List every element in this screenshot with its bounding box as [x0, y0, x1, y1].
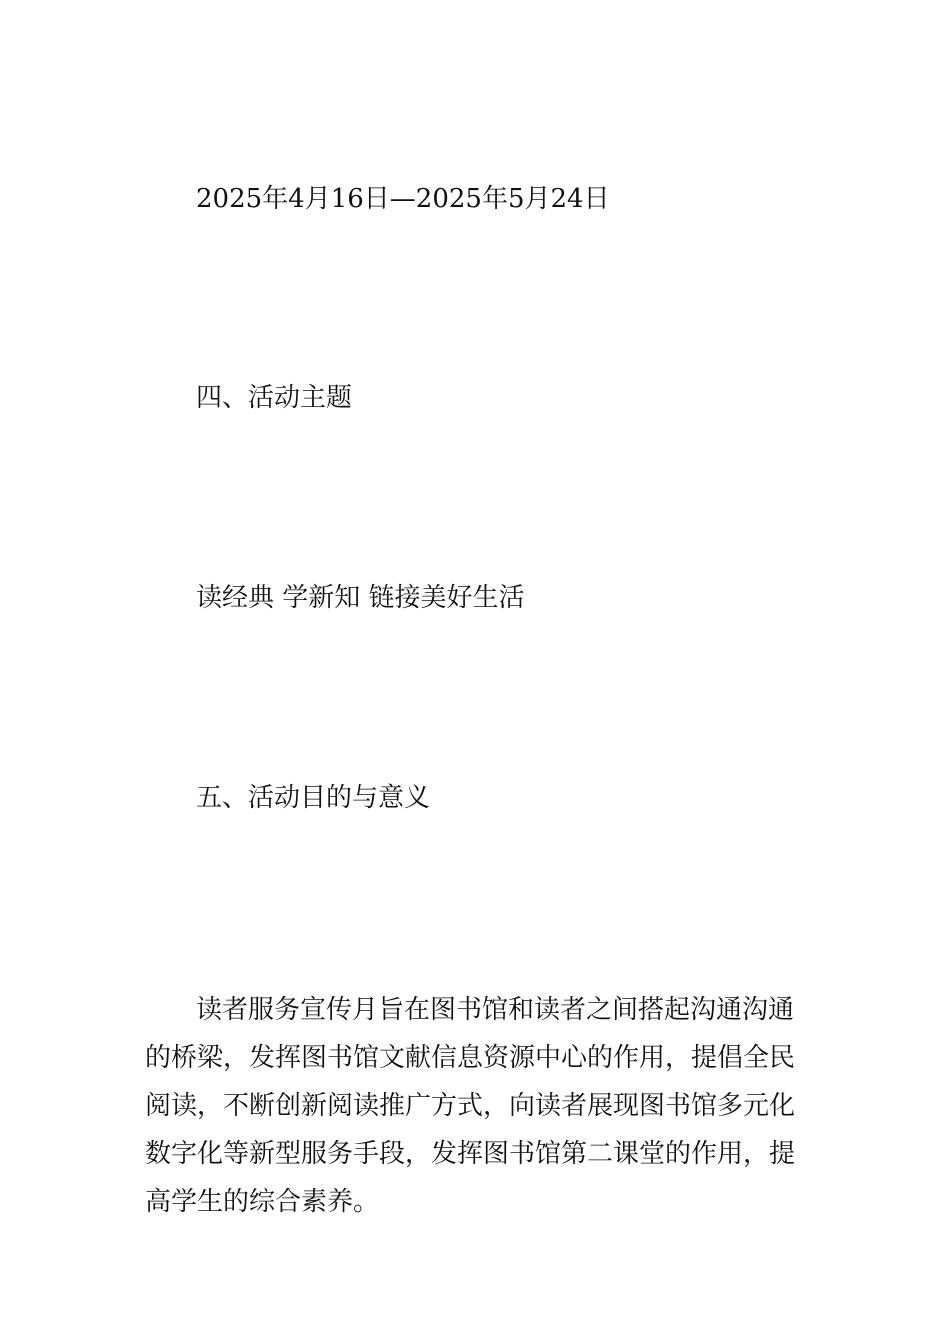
section-heading-purpose: 五、活动目的与意义 — [196, 783, 431, 813]
paragraph-line: 的桥梁，发挥图书馆文献信息资源中心的作用，提倡全民 — [145, 1043, 796, 1073]
theme-text: 读经典 学新知 链接美好生活 — [196, 583, 525, 613]
paragraph-line: 读者服务宣传月旨在图书馆和读者之间搭起沟通沟通 — [196, 995, 795, 1025]
purpose-paragraph — [145, 986, 810, 1226]
activity-date-range: 2025年4月16日—2025年5月24日 — [196, 184, 610, 214]
paragraph-line: 阅读，不断创新阅读推广方式，向读者展现图书馆多元化 — [145, 1091, 796, 1121]
paragraph-line: 数字化等新型服务手段，发挥图书馆第二课堂的作用，提 — [145, 1139, 796, 1169]
paragraph-line: 高学生的综合素养。 — [145, 1187, 380, 1217]
section-heading-theme: 四、活动主题 — [196, 383, 353, 413]
